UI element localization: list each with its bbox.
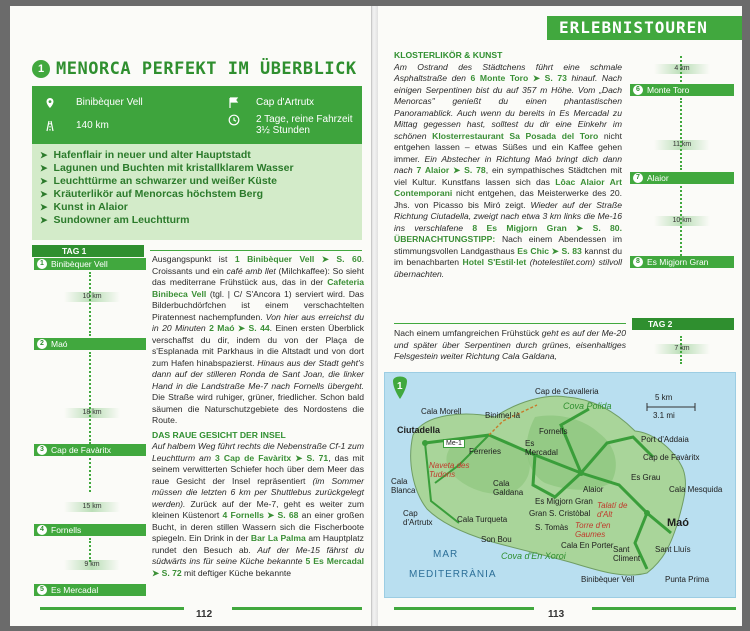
map-label: Gran S. Cristòbal <box>529 509 591 518</box>
map-label: Port d'Addaia <box>641 435 689 444</box>
tour-number-badge: 1 <box>32 60 50 78</box>
map-road-label: Me-1 <box>443 439 465 448</box>
route-dots <box>89 272 91 336</box>
route-distance: 7 km <box>654 344 710 354</box>
map-label: Cala Blanca <box>391 477 416 495</box>
map-label: Ferreries <box>469 447 502 456</box>
map-label: Maó <box>667 517 689 529</box>
location-pin-icon <box>44 97 56 109</box>
section-heading: KLOSTERLIKÖR & KUNST <box>394 50 503 60</box>
route-stop-monte-toro <box>630 84 734 96</box>
left-body-text: Ausgangspunkt ist 1 Binibèquer Vell ➤ S. 60. Croissants und ein café amb llet (Milchkaffee): So sieht das mediterrane Frühstück aus, das in der Cafeteria Binibeca Vell (tgl. | C/ S'Ancora 1) serviert wird. Das Bilderbuchdörfchen ist einem verschachtelten Piratennest nachempfunden. Von hier aus erreichst du in 20 Minuten 2 Maó ➤ S. 44. Einen ersten Überblick verschaffst du dir, indem du von der Plaça de s'Esplanada mit Parkhaus in die Altstadt und von dort zum Hafen hinabspazierst. Hinaus aus der Stadt geht's dann auf der stilleren Ronda de Sant Joan, die linker Hand in die Landstraße Me-7 nach Fornells übergeht. Die Straße wird ruhiger, grüner, friedlicher. Schon bald säumen die Naturschutzgebiete des Nordostens die Route. DAS RAUE GESICHT DER INSEL Auf halbem Weg führt rechts die Nebenstraße Cf-1 zum Leuchtturm am 3 Cap de Favàritx ➤ S. 71, das mit seinem verwitterten Schiefer hoch über dem Meer das raue Gesicht der Insel repräsentiert (im Sommer müssen die letzten 6 km per Shuttlebus zurückgelegt werden). Zurück auf der Me-7, geht es weiter zum kleinen Küstenort 4 Fornells ➤ S. 68 an einer großen Bucht, in deren stillen Wassern sich die Fischerboote spiegeln. Ein Drink in der Bar La Palma am Hauptplatz rundet den Besuch ab. Auf der Me-15 fährst du südwärts ins für seine Küche bekannte 5 Es Mercadal ➤ S. 72 mit deftiger Küche bekannte <box>152 254 365 578</box>
stop-number: 5 <box>37 585 47 595</box>
route-distance: 9 km <box>64 560 120 570</box>
stop-number: 6 <box>633 85 643 95</box>
end-info <box>228 97 314 109</box>
stop-number: 2 <box>37 339 47 349</box>
day-1-bar: TAG 1 <box>32 245 144 257</box>
distance-value: 140 km <box>76 120 109 131</box>
map-label: MEDITERRÀNIA <box>409 569 497 580</box>
map-label: Cova Polida <box>563 401 612 411</box>
map-label: Cala Galdana <box>493 479 524 497</box>
route-distance: 4 km <box>654 64 710 74</box>
highlight-item: ➤ Kunst in Alaior <box>40 201 354 214</box>
route-distance: 15 km <box>64 502 120 512</box>
right-body-text: KLOSTERLIKÖR & KUNST Am Ostrand des Städtchens führt eine schmale Asphaltstraße den 6 Monte Toro ➤ S. 73 hinauf. Nach einigen Serpentinen bist du auf 357 m Höhe. Vom „Dach Menorcas" genießt du einen phantastischen Panoramablick. Auch wenn du bereits in Es Mercadal zu Mittag gegessen hast, solltest du dir eine Einkehr im schönen Klosterrestaurant Sa Posada del Toro nicht entgehen lassen – etwas Süßes und ein Kaffee gehen immer. Ein Abstecher in Richtung Maó bringt dich dann nach 7 Alaior ➤ S. 78, ein sympathisches Städtchen mit viel Kultur. Kunstfans lassen sich das Lôac Alaior Art Contemporani nicht entgehen, das Meisterwerke des 20. Jhs. von Picasso bis Miró zeigt. Wieder auf der Straße Richtung Ciutadella, zweigt nach etwa 3 km links die Me-16 ins verschlafene 8 Es Migjorn Gran ➤ S. 80. ÜBERNACHTUNGSTIPP: Nach einem Abendessen im stimmungsvollen Landgasthaus Es Chic ➤ S. 83 kannst du im benachbarten Hotel S'Estil·let (hotelestilet.com) stilvoll übernachten. <box>394 50 623 279</box>
map-label: Son Bou <box>481 535 512 544</box>
folio-rule <box>232 607 362 610</box>
route-distance: 10 km <box>64 292 120 302</box>
stop-number: 1 <box>37 259 47 269</box>
map-label: Torre d'en Gaumes <box>575 521 611 539</box>
tour-info-box <box>32 86 362 144</box>
stop-name: Es Migjorn Gran <box>647 257 709 267</box>
map-label: Punta Prima <box>665 575 710 584</box>
page-number: 112 <box>196 609 213 620</box>
map-label: Es Mercadal <box>525 439 558 457</box>
map-label: Cova d'En Xoroi <box>501 551 566 561</box>
flag-icon <box>228 97 240 109</box>
start-location: Binibèquer Vell <box>76 97 143 108</box>
chapter-banner: ERLEBNISTOUREN <box>547 16 742 40</box>
map-label: Cala En Porter <box>561 541 614 550</box>
day-2-bar: TAG 2 <box>632 318 734 330</box>
route-dots <box>680 98 682 170</box>
highlight-item: ➤ Hafenflair in neuer und alter Hauptstadt <box>40 149 354 162</box>
highlights-list <box>32 144 362 240</box>
stop-number: 4 <box>37 525 47 535</box>
map-label: Sant Climent <box>613 545 641 563</box>
map-label: Ciutadella <box>397 425 441 435</box>
distance-info <box>44 120 109 132</box>
map-label: Cala Mesquida <box>669 485 723 494</box>
stop-name: Maó <box>51 339 68 349</box>
road-icon <box>44 120 56 132</box>
route-stop-mao <box>34 338 146 350</box>
map-label: Cap de Cavalleria <box>535 387 599 396</box>
page-number: 113 <box>548 609 565 620</box>
route-dots <box>89 538 91 562</box>
map-label: S. Tomàs <box>535 523 569 532</box>
stop-name: Es Mercadal <box>51 585 99 595</box>
route-stop-es-migjorn <box>630 256 734 268</box>
route-distance: 10 km <box>654 216 710 226</box>
route-stop-es-mercadal <box>34 584 146 596</box>
route-stop-favaritx <box>34 444 146 456</box>
stop-number: 3 <box>37 445 47 455</box>
route-stop-alaior <box>630 172 734 184</box>
duration-value: 2 Tage, reine Fahrzeit 3½ Stunden <box>256 114 353 136</box>
folio-rule <box>394 607 534 610</box>
map-label: MAR <box>433 549 459 560</box>
right-page <box>378 6 742 626</box>
map-label: Alaior <box>583 485 604 494</box>
route-stop-binibequer <box>34 258 146 270</box>
map-label: Fornells <box>539 427 568 436</box>
left-page <box>10 6 372 626</box>
map-label: Binimel·là <box>485 411 521 420</box>
start-info <box>44 97 143 109</box>
stop-name: Fornells <box>51 525 82 535</box>
route-dots <box>89 352 91 444</box>
map-label: Binibèquer Vell <box>581 575 635 584</box>
tour-title <box>32 56 357 82</box>
page-title: MENORCA PERFEKT IM ÜBERBLICK <box>56 59 357 79</box>
route-dots <box>89 458 91 492</box>
day-2-text: Nach einem umfangreichen Frühstück geht es auf der Me-20 und später über Serpentinen durch grünes, eisenhaltiges Felsgestein weiter Richtung Cala Galdana, <box>394 328 626 361</box>
clock-icon <box>228 114 240 126</box>
tour-map <box>384 372 736 598</box>
highlight-item: ➤ Lagunen und Buchten mit kristallklarem Wasser <box>40 162 354 175</box>
stop-name: Alaior <box>647 173 669 183</box>
route-distance: 11 km <box>654 140 710 150</box>
map-label: Talatí de d'Alt <box>597 501 628 519</box>
day-1-rule <box>150 250 362 251</box>
map-scale-km: 5 km <box>655 393 673 402</box>
section-heading: DAS RAUE GESICHT DER INSEL <box>152 429 286 440</box>
map-scale-mi: 3.1 mi <box>653 411 675 420</box>
route-strip-day-1 <box>34 258 146 595</box>
map-label: Cap de Favàritx <box>643 453 700 462</box>
map-label: Es Grau <box>631 473 661 482</box>
map-label: Es Migjorn Gran <box>535 497 593 506</box>
map-label: Cala Morell <box>421 407 462 416</box>
stop-name: Monte Toro <box>647 85 690 95</box>
map-marker-number: 1 <box>397 381 403 392</box>
stop-name: Binibèquer Vell <box>51 259 108 269</box>
highlight-item: ➤ Leuchttürme an schwarzer und weißer Küste <box>40 175 354 188</box>
highlight-item: ➤ Sundowner am Leuchtturm <box>40 214 354 227</box>
duration-info <box>228 114 358 136</box>
end-location: Cap d'Artrutx <box>256 97 315 108</box>
stop-number: 7 <box>633 173 643 183</box>
day-2-rule <box>394 323 626 324</box>
stop-name: Cap de Favàritx <box>51 445 111 455</box>
map-label: Cala Turqueta <box>457 515 508 524</box>
stop-number: 8 <box>633 257 643 267</box>
route-stop-fornells <box>34 524 146 536</box>
map-label: Naveta des Tudons <box>429 461 470 479</box>
map-label: Cap d'Artrutx <box>403 509 433 527</box>
route-distance: 18 km <box>64 408 120 418</box>
map-label: Sant Lluís <box>655 545 691 554</box>
folio-rule <box>592 607 736 610</box>
folio-rule <box>40 607 184 610</box>
highlight-item: ➤ Kräuterlikör auf Menorcas höchstem Berg <box>40 188 354 201</box>
